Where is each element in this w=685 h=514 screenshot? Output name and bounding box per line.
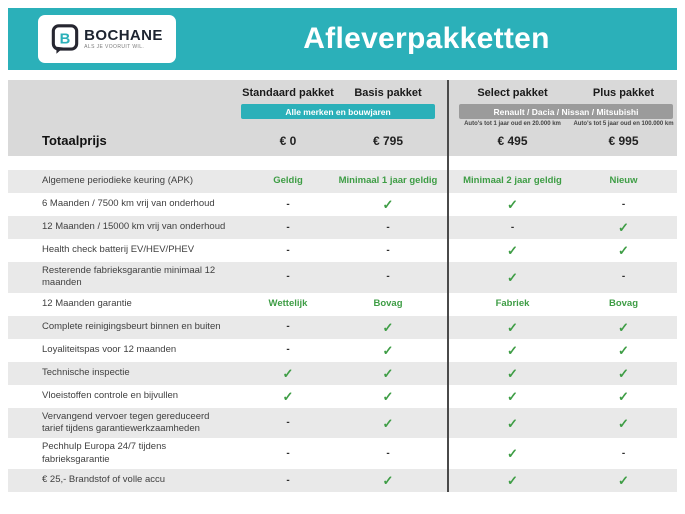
feature-label: 12 Maanden / 15000 km vrij van onderhoud [42,221,226,233]
dash-mark: - [286,244,290,256]
column-header-basis: Basis pakket [354,87,422,99]
table-row [8,216,677,239]
check-icon: ✓ [382,197,394,212]
table-row [8,469,677,492]
dash-mark: - [621,198,626,210]
feature-value: Minimaal 2 jaar geldig [463,175,562,187]
check-icon: ✓ [382,319,394,335]
feature-label: Vloeistoffen controle en bijvullen [42,390,179,402]
table-row [8,239,677,262]
group-badges [8,104,677,119]
price-basis: € 795 [372,133,404,148]
check-icon: ✓ [382,473,394,489]
check-icon: ✓ [282,365,294,381]
feature-label: Algemene periodieke keuring (APK) [42,175,194,187]
feature-label: Pechhulp Europa 24/7 tijdens fabrieksgarantie [42,441,167,465]
table-row [8,339,677,362]
dash-mark: - [286,271,290,283]
table-row [8,408,677,439]
column-header-standaard: Standaard pakket [242,87,334,99]
feature-label: Health check batterij EV/HEV/PHEV [42,244,195,256]
feature-value: Fabriek [495,297,530,309]
group1-badge: Alle merken en bouwjaren [241,104,435,119]
check-icon: ✓ [618,220,629,235]
feature-value: Geldig [273,175,303,187]
price-plus: € 995 [608,133,639,148]
table-row [8,170,677,193]
feature-value: Nieuw [609,175,638,187]
table-row [8,316,677,339]
check-icon: ✓ [507,243,518,258]
feature-label: € 25,- Brandstof of volle accu [42,474,166,486]
table-row [8,193,677,216]
feature-label: Loyaliteitspas voor 12 maanden [42,344,177,356]
check-icon: ✓ [382,388,394,404]
feature-label: 12 Maanden garantie [42,298,132,310]
table-row [8,438,677,469]
check-icon: ✓ [618,415,629,431]
dash-mark: - [286,198,290,210]
table-row [8,262,677,293]
check-icon: ✓ [507,473,518,489]
column-header-plus: Plus pakket [592,87,655,99]
check-icon: ✓ [507,388,518,404]
package-table [8,80,677,492]
check-icon: ✓ [507,446,518,462]
column-header-select: Select pakket [477,87,548,99]
logo-name: BOCHANE [84,27,163,44]
total-price-row [8,133,677,148]
check-icon: ✓ [507,415,518,431]
column-subnotes [8,121,677,127]
feature-rows [8,170,677,492]
check-icon: ✓ [282,388,294,404]
dash-mark: - [286,221,290,233]
dash-mark: - [286,321,290,333]
dash-mark: - [286,474,290,486]
check-icon: ✓ [382,415,394,431]
dash-mark: - [386,271,390,283]
logo-tagline: ALS JE VOORUIT WIL. [84,44,145,50]
total-price-label: Totaalprijs [42,133,107,148]
dash-mark: - [286,417,290,429]
table-row [8,293,677,316]
feature-label: Resterende fabrieksgarantie minimaal 12 maanden [42,265,216,289]
select-pakket-note: Auto's tot 1 jaar oud en 20.000 km [464,121,561,127]
check-icon: ✓ [507,197,518,212]
dash-mark: - [621,271,626,283]
table-row [8,362,677,385]
feature-label: Technische inspectie [42,367,130,379]
dash-mark: - [510,221,515,233]
check-icon: ✓ [382,342,394,358]
feature-value: Bovag [608,297,639,309]
header-bar [8,8,677,70]
group-divider [447,80,449,492]
feature-value: Wettelijk [268,297,308,309]
dash-mark: - [286,447,290,459]
dash-mark: - [621,447,626,459]
bochane-logo-icon [51,23,79,55]
feature-value: Bovag [373,297,403,309]
check-icon: ✓ [507,319,518,335]
dash-mark: - [386,447,390,459]
group2-badge: Renault / Dacia / Nissan / Mitsubishi [459,104,673,119]
dash-mark: - [386,221,390,233]
afleverpakketten-sheet [8,8,677,492]
plus-pakket-note: Auto's tot 5 jaar oud en 100.000 km [573,121,674,127]
check-icon: ✓ [618,319,629,335]
price-standaard: € 0 [279,133,297,148]
price-select: € 495 [497,133,528,148]
bochane-logo [38,15,176,63]
check-icon: ✓ [618,342,629,358]
feature-label: 6 Maanden / 7500 km vrij van onderhoud [42,198,215,210]
svg-text:B: B [59,31,71,48]
check-icon: ✓ [507,269,518,285]
feature-label: Complete reinigingsbeurt binnen en buiten [42,321,221,333]
check-icon: ✓ [618,388,629,404]
check-icon: ✓ [618,473,629,489]
check-icon: ✓ [382,365,394,381]
check-icon: ✓ [507,342,518,358]
feature-value: Minimaal 1 jaar geldig [338,175,438,187]
logo-text [84,28,163,50]
page-title: Afleverpakketten [303,22,550,55]
column-headers [8,87,677,99]
feature-label: Vervangend vervoer tegen gereduceerd tarief tijdens garantiewerkzaamheden [42,410,210,435]
dash-mark: - [386,244,390,256]
table-row [8,385,677,408]
dash-mark: - [286,344,290,356]
check-icon: ✓ [507,365,518,381]
table-header-band [8,80,677,156]
check-icon: ✓ [618,365,629,381]
check-icon: ✓ [618,243,629,258]
